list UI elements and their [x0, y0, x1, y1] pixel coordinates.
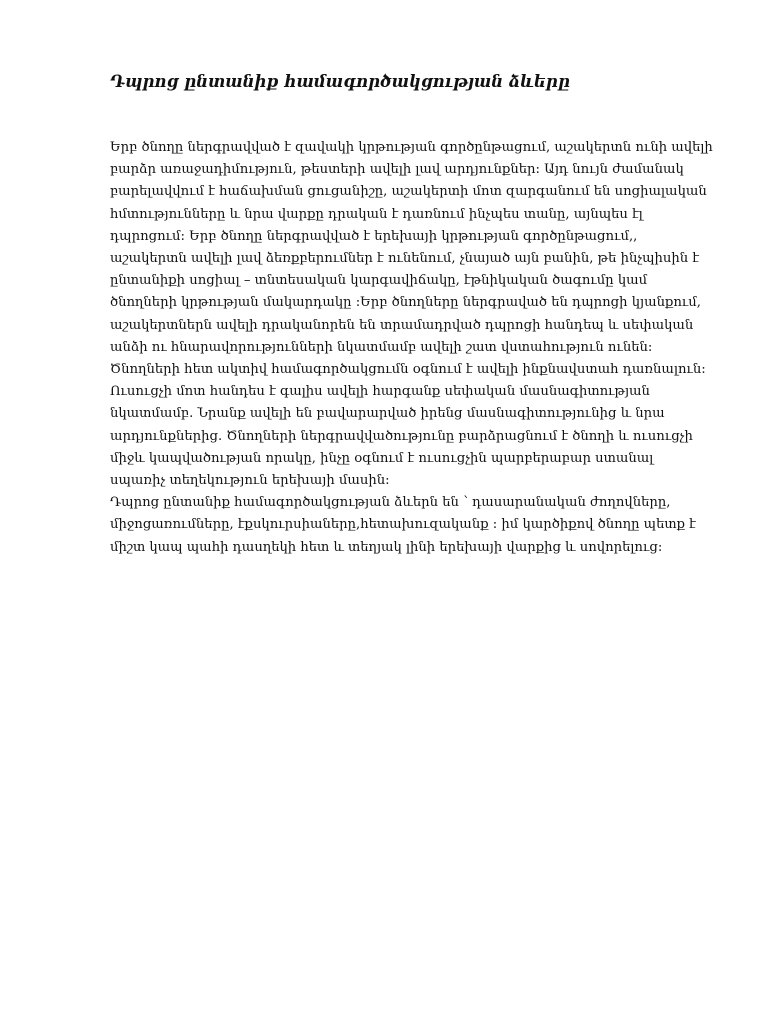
body-line: դպրոցում: Երբ ծնողը ներգրավված է երեխայի կրթության գործընթացում,,: [110, 228, 638, 244]
body-line: ընտանիքի սոցիալ – տնտեսական կարգավիճակը, էթնիկական ծագումը կամ: [110, 273, 648, 289]
body-line: միշտ կապ պահի դասղեկի հետ և տեղյակ լինի երեխայի վարքից և սովորելուց:: [110, 539, 663, 555]
document-body: [110, 137, 718, 559]
body-line: աշակերտն ավելի լավ ձեռքբերումներ է ունենում, չնայած այն բանին, թե ինչպիսին է: [110, 251, 700, 267]
body-line: միջոցառումները, էքսկուրսիաները,հետախուզականք : իմ կարծիքով ծնողը պետք է: [110, 517, 696, 533]
body-line: անձի ու հնարավորությունների նկատմամբ ավելի շատ վստահություն ունեն:: [110, 339, 653, 355]
body-line: Երբ ծնողը ներգրավված է զավակի կրթության գործընթացում, աշակերտն ունի ավելի: [110, 140, 713, 155]
body-line: բարելավվում է հաճախման ցուցանիշը, աշակերտի մոտ զարգանում են սոցիալական: [110, 184, 707, 200]
body-line: աշակերտներն ավելի դրականորեն են տրամադրված դպրոցի հանդեպ և սեփական: [110, 317, 694, 333]
body-line: միջև կապվածության որակը, ինչը օգնում է ուսուցչին պարբերաբար ստանալ: [110, 450, 654, 466]
body-line: նկատմամբ. Նրանք ավելի են բավարարված իրենց մասնագիտությունից և նրա: [110, 406, 665, 422]
body-line: Դպրոց ընտանիք համագործակցության ձևերն են ՝ դասարանական ժողովները,: [110, 495, 671, 511]
body-line: արդյունքներից. Ծնողների ներգրավվածությունը բարձրացնում է ծնողի և ուսուցչի: [110, 428, 693, 444]
body-line: հմտությունները և նրա վարքը դրական է դառնում ինչպես տանը, այնպես էլ: [110, 206, 643, 222]
body-line: սպառիչ տեղեկություն երեխայի մասին:: [110, 473, 390, 489]
body-line: բարձր առաջադիմություն, թեստերի ավելի լավ արդյունքներ: Այդ նույն ժամանակ: [110, 162, 684, 178]
document-title: Դպրոց ընտանիք համագործակցության ձևերը: [110, 72, 570, 91]
body-line: Ուսուցչի մոտ հանդես է գալիս ավելի հարգանք սեփական մասնագիտության: [110, 384, 650, 400]
body-line: Ծնողների հետ ակտիվ համագործակցումն օգնում է ավելի ինքնավստահ դառնալուն:: [110, 362, 706, 378]
body-line: ծնողների կրթության մակարդակը :Երբ ծնողները ներգրաված են դպրոցի կյանքում,: [110, 295, 701, 311]
